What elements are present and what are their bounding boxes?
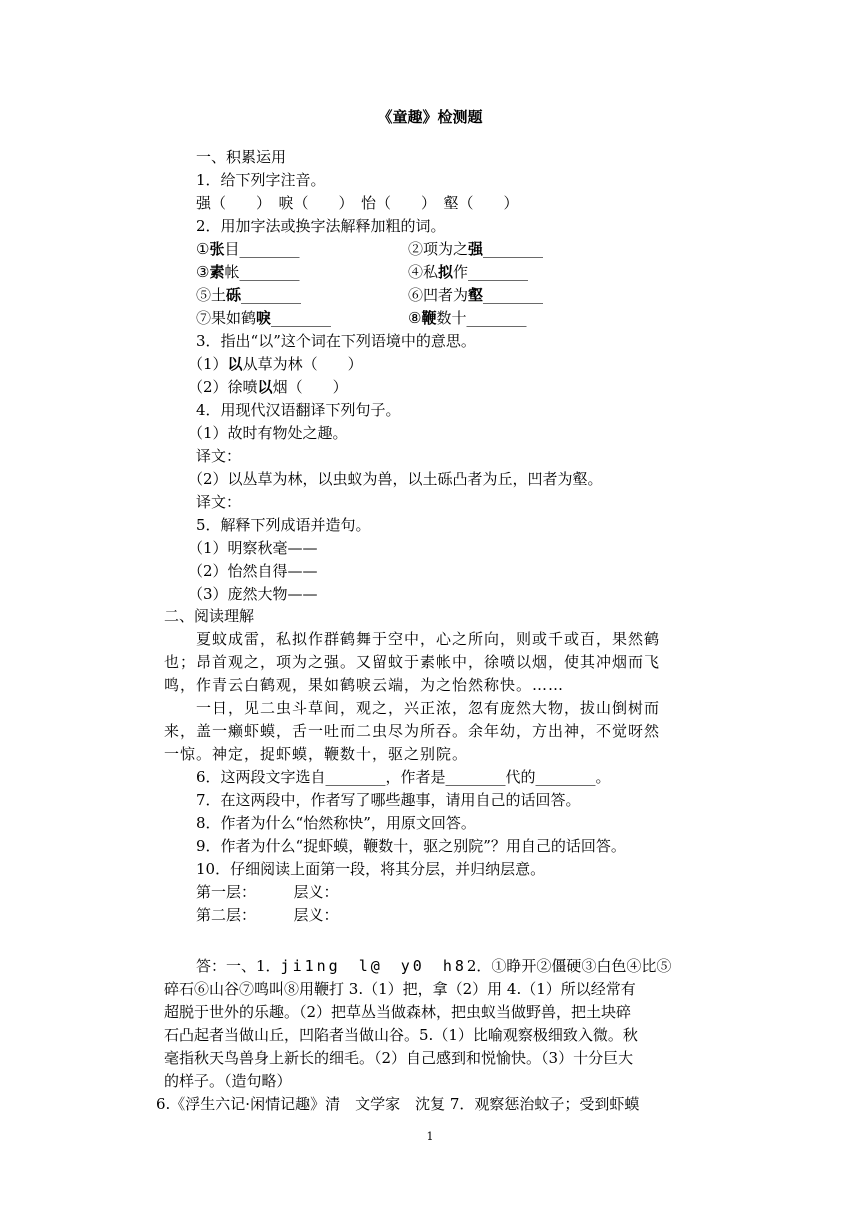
layer-1: 第一层： 层义： [196, 883, 339, 901]
answer-line: 碎石⑥山谷⑦鸣叫⑧用鞭打 3.（1）把，拿（2）用 4.（1）所以经常有 [164, 980, 636, 998]
q5-item: （3）庞然大物—— [188, 585, 318, 603]
question-5: 5．解释下列成语并造句。 [196, 516, 371, 534]
passage-line: 一日，见二虫斗草间，观之，兴正浓，忽有庞然大物，拔山倒树而 [196, 699, 661, 717]
q2-item: ⑤土砾________ [196, 286, 302, 304]
passage-line: 来，盖一癞虾蟆，舌一吐而二虫尽为所吞。余年幼，方出神，不觉呀然 [164, 722, 661, 740]
answer-line: 石凸起者当做山丘，凹陷者当做山谷。5.（1）比喻观察极细致入微。秋 [164, 1026, 638, 1044]
q5-item: （2）怡然自得—— [188, 562, 318, 580]
question-1-blanks: 强（ ） 唳（ ） 怡（ ） 壑（ ） [196, 194, 519, 212]
layer-2: 第二层： 层义： [196, 906, 339, 924]
passage-line: 夏蚊成雷，私拟作群鹤舞于空中，心之所向，则或千或百，果然鹤 [196, 630, 661, 648]
question-7: 7．在这两段中，作者写了哪些趣事，请用自己的话回答。 [196, 791, 581, 809]
q2-item: ③素帐________ [196, 263, 300, 281]
q3-item: （1）以从草为林（ ） [188, 355, 363, 373]
section-heading-1: 一、积累运用 [196, 148, 287, 166]
answer-line: 超脱于世外的乐趣。（2）把草丛当做森林，把虫蚁当做野兽，把土块碎 [164, 1003, 632, 1021]
answer-line: 答：一、1．ji1ng l@ y0 h82．①睁开②僵硬③白色④比⑤ [196, 957, 672, 975]
section-heading-2: 二、阅读理解 [164, 607, 255, 625]
question-3: 3．指出“以”这个词在下列语境中的意思。 [196, 332, 476, 350]
question-10: 10．仔细阅读上面第一段，将其分层，并归纳层意。 [196, 860, 546, 878]
answer-line: 毫指秋天鸟兽身上新长的细毛。（2）自己感到和悦愉快。（3）十分巨大 [164, 1049, 634, 1067]
q2-item: ⑥凹者为壑________ [408, 286, 544, 304]
question-1: 1．给下列字注音。 [196, 171, 326, 189]
pinyin-answer: ji1ng l@ y0 h8 [280, 957, 467, 975]
q2-item: ⑧鞭数十________ [408, 309, 527, 327]
answer-line: 的样子。（造句略） [164, 1072, 292, 1090]
q3-item: （2）徐喷以烟（ ） [188, 378, 348, 396]
translation-label: 译文： [196, 447, 242, 465]
passage-line: 鸣，作青云白鹤观，果如鹤唳云端，为之怡然称快。…… [164, 676, 565, 694]
passage-line: 也；昂首观之，项为之强。又留蚊于素帐中，徐喷以烟，使其冲烟而飞 [164, 653, 661, 671]
page-number: 1 [426, 1130, 434, 1143]
q2-item: ①张目________ [196, 240, 300, 258]
q5-item: （1）明察秋毫—— [188, 539, 318, 557]
q4-item: （2）以丛草为林，以虫蚁为兽，以土砾凸者为丘，凹者为壑。 [188, 470, 603, 488]
q4-item: （1）故时有物处之趣。 [188, 424, 348, 442]
passage-line: 一惊。神定，捉虾蟆，鞭数十，驱之别院。 [164, 745, 469, 763]
q2-item: ②项为之强________ [408, 240, 544, 258]
question-2: 2．用加字法或换字法解释加粗的词。 [196, 217, 446, 235]
question-9: 9．作者为什么“捉虾蟆，鞭数十，驱之别院”？用自己的话回答。 [196, 837, 626, 855]
answer-line: 6.《浮生六记·闲情记趣》清 文学家 沈复 7．观察惩治蚊子；受到虾蟆 [156, 1095, 640, 1113]
q2-item: ⑦果如鹤唳________ [196, 309, 332, 327]
question-4: 4．用现代汉语翻译下列句子。 [196, 401, 401, 419]
question-8: 8．作者为什么“怡然称快”，用原文回答。 [196, 814, 476, 832]
page-title: 《童趣》检测题 [377, 108, 483, 126]
translation-label: 译文： [196, 493, 242, 511]
q2-item: ④私拟作________ [408, 263, 529, 281]
question-6: 6．这两段文字选自________，作者是________代的________。 [196, 768, 611, 786]
